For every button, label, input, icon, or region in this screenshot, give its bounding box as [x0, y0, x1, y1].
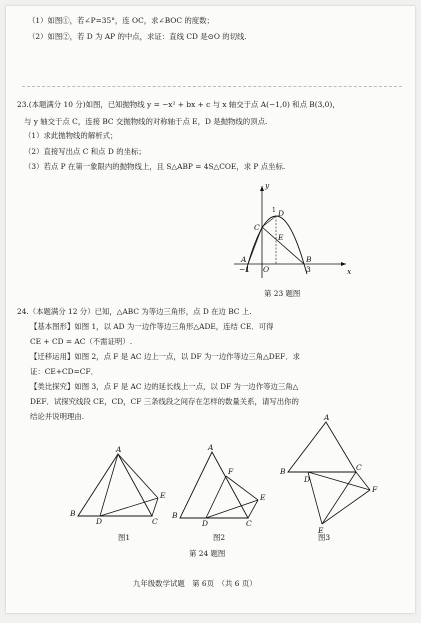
fig2-label-C: C: [246, 519, 252, 528]
q23-label-C: C: [254, 223, 260, 232]
fig1-label-C: C: [152, 517, 158, 526]
q24-stem: 24.（本题满分 12 分）已知，△ABC 为等边三角形，点 D 在边 BC 上.: [17, 307, 252, 316]
fig3-label-A: A: [324, 413, 330, 422]
divider: [22, 86, 402, 87]
q23-label-y: y: [265, 181, 270, 190]
q23-label-B: B: [306, 255, 312, 264]
fig1-label-B: B: [70, 509, 76, 518]
fig2-label-B: B: [172, 511, 178, 520]
fig1-caption: 图1: [118, 533, 131, 542]
q24-line5: 证：CE+CD=CF．: [30, 367, 98, 376]
page-footer: 九年级数学试题 第 6页 （共 6 页）: [133, 579, 257, 588]
q23-label-1: 1: [272, 207, 276, 214]
q23-label-O: O: [263, 265, 270, 274]
q24-line7: DEF．试探究线段 CE，CD，CF 三条线段之间存在怎样的数量关系，请写出你的: [30, 397, 299, 406]
q24-line8: 结论并说明理由.: [30, 412, 85, 421]
q24-figure2: [172, 443, 278, 528]
q23-stem-line1: 23.(本题满分 10 分)如图，已知抛物线 y = −x² + bx + c 与 x 轴交于点 A(−1,0) 和点 B(3,0)，: [17, 100, 340, 109]
fig1-label-A: A: [116, 445, 122, 454]
q22-part1: （1）如图①，若∠P=35°，连 OC，求∠BOC 的度数；: [28, 16, 214, 25]
fig2-label-E: E: [260, 493, 266, 502]
q24-figure1: [70, 445, 174, 526]
fig3-label-C: C: [356, 463, 362, 472]
q23-figure-caption: 第 23 题图: [264, 289, 301, 298]
fig2-label-F: F: [228, 467, 234, 476]
fig2-caption: 图2: [213, 533, 226, 542]
exam-page: [6, 6, 415, 613]
q24-line6: 【类比探究】如图 3，点 F 是 AC 边的延长线上一点，以 DF 为一边作等边三角△: [30, 382, 299, 391]
q24-figure-caption: 第 24 题图: [189, 549, 226, 558]
fig2-label-D: D: [202, 519, 209, 528]
q23-figure: [234, 182, 354, 280]
fig3-label-B: B: [280, 467, 286, 476]
q24-figure3: [280, 413, 396, 538]
q23-label-x: x: [347, 267, 352, 276]
fig1-label-E: E: [160, 491, 166, 500]
q22-part2: （2）如图②，若 D 为 AP 的中点，求证：直线 CD 是⊙O 的切线.: [28, 32, 247, 41]
fig3-label-D: D: [304, 475, 311, 484]
q23-label-E: E: [278, 233, 284, 242]
q24-line2: 【基本图形】如图 1，以 AD 为一边作等边三角形△ADE，连结 CE．可得: [30, 322, 274, 331]
fig2-label-A: A: [208, 443, 214, 452]
q23-label-A: A: [241, 255, 247, 264]
q24-line3: CE + CD = AC（不需证明）.: [30, 337, 133, 346]
fig1-label-D: D: [96, 517, 103, 526]
q23-part3: （3）若点 P 在第一象限内的抛物线上，且 S△ABP = 4S△COE，求 P 点坐标.: [24, 162, 286, 171]
q23-part1: （1）求此抛物线的解析式；: [24, 131, 118, 140]
q23-part2: （2）直接写出点 C 和点 D 的坐标；: [24, 147, 146, 156]
q23-label-D: D: [278, 209, 285, 218]
fig3-label-F: F: [372, 485, 378, 494]
fig3-caption: 图3: [318, 533, 331, 542]
q24-line4: 【迁移运用】如图 2，点 F 是 AC 边上一点，以 DF 为一边作等边三角△DEF．求: [30, 352, 301, 361]
fig3-label-E: E: [318, 526, 324, 535]
q23-label-minus1: −1: [239, 265, 251, 274]
q23-stem-line2: 与 y 轴交于点 C，连接 BC 交抛物线的对称轴于点 E，D 是抛物线的顶点.: [24, 117, 268, 126]
q23-label-3: 3: [306, 265, 311, 274]
